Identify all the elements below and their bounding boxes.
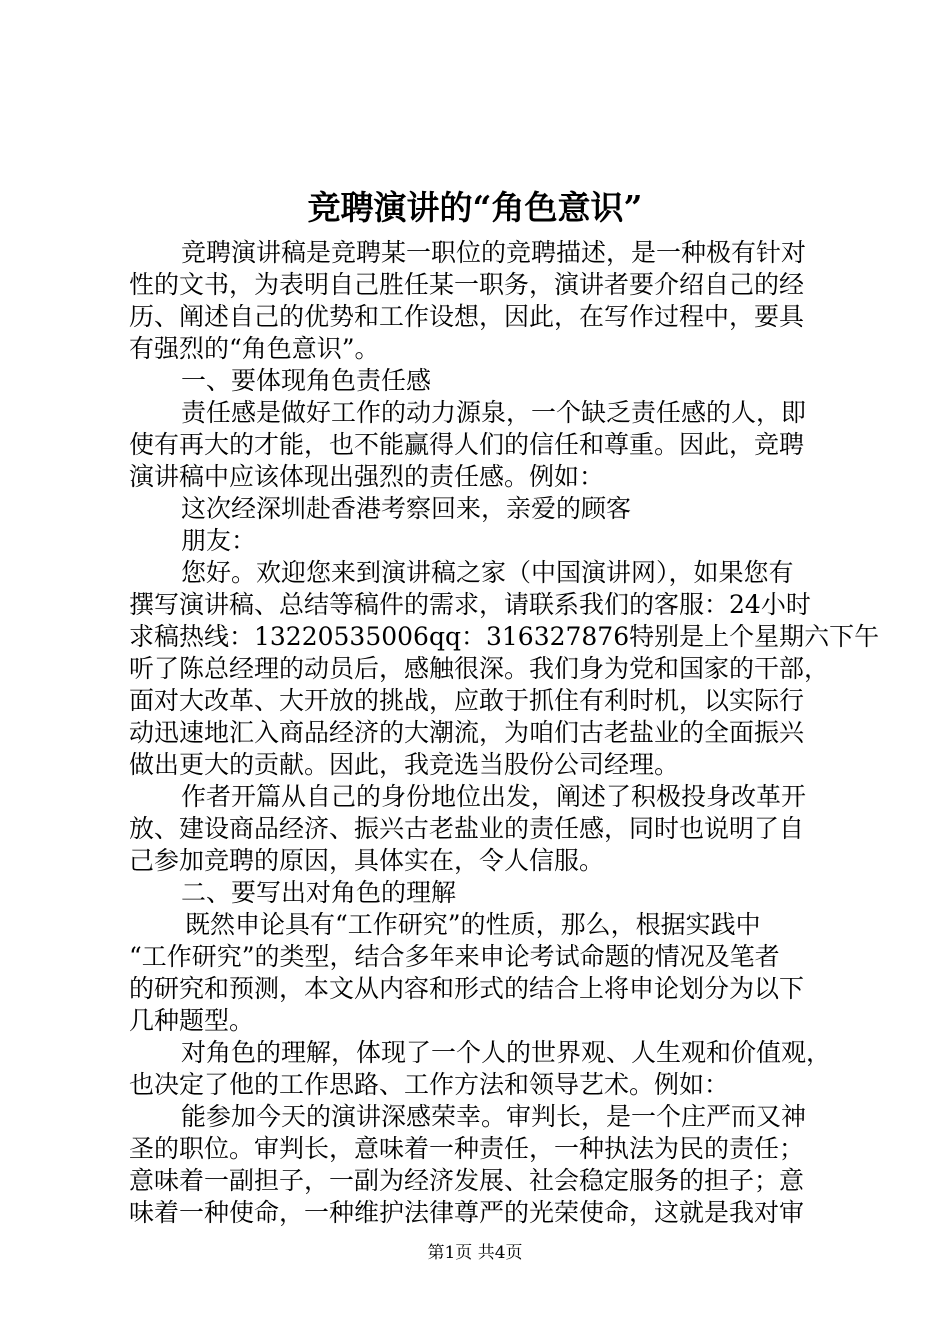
text-line: 求稿热线：13220535006qq：316327876特别是上个星期六下午: [129, 622, 880, 651]
text-line: “工作研究”的类型，结合多年来申论考试命题的情况及笔者: [129, 942, 780, 971]
text-line: 您好。欢迎您来到演讲稿之家（中国演讲网），如果您有: [181, 558, 794, 587]
text-line: 演讲稿中应该体现出强烈的责任感。例如：: [129, 462, 605, 491]
text-line: 撰写演讲稿、总结等稿件的需求，请联系我们的客服：24小时: [129, 590, 811, 619]
text-line: 责任感是做好工作的动力源泉，一个缺乏责任感的人，即: [181, 398, 807, 427]
page-title: 竞聘演讲的“角色意识”: [307, 188, 643, 227]
section-heading: 一、要体现角色责任感: [181, 366, 432, 395]
text-line: 这次经深圳赴香港考察回来，亲爱的顾客: [181, 494, 632, 523]
text-line: 面对大改革、大开放的挑战，应敢于抓住有利时机，以实际行: [129, 686, 805, 715]
text-line: 听了陈总经理的动员后，感触很深。我们身为党和国家的干部，: [129, 654, 830, 683]
text-line: 对角色的理解，体现了一个人的世界观、人生观和价值观，: [181, 1038, 832, 1067]
text-line: 己参加竞聘的原因，具体实在，令人信服。: [129, 846, 605, 875]
text-line: 放、建设商品经济、振兴古老盐业的责任感，同时也说明了自: [129, 814, 805, 843]
text-line: 意味着一副担子，一副为经济发展、社会稳定服务的担子；意: [129, 1166, 805, 1195]
text-line: 动迅速地汇入商品经济的大潮流，为咱们古老盐业的全面振兴: [129, 718, 805, 747]
text-line: 使有再大的才能，也不能赢得人们的信任和尊重。因此，竞聘: [129, 430, 805, 459]
text-line: 作者开篇从自己的身份地位出发，阐述了积极投身改革开: [181, 782, 807, 811]
text-line: 的研究和预测，本文从内容和形式的结合上将申论划分为以下: [129, 974, 805, 1003]
text-line: 做出更大的贡献。因此，我竞选当股份公司经理。: [129, 750, 680, 779]
text-line: 性的文书，为表明自己胜任某一职务，演讲者要介绍自己的经: [129, 270, 805, 299]
text-line: 朋友：: [181, 526, 257, 555]
text-line: 也决定了他的工作思路、工作方法和领导艺术。例如：: [129, 1070, 730, 1099]
text-line: 竞聘演讲稿是竞聘某一职位的竞聘描述，是一种极有针对: [181, 238, 807, 267]
page-footer: 第1页 共4页: [427, 1243, 523, 1263]
text-line: 有强烈的“角色意识”。: [129, 334, 380, 363]
text-line: 圣的职位。审判长，意味着一种责任，一种执法为民的责任；: [129, 1134, 805, 1163]
text-line: 历、阐述自己的优势和工作设想，因此，在写作过程中，要具: [129, 302, 805, 331]
text-line: 几种题型。: [129, 1006, 255, 1035]
text-line: 能参加今天的演讲深感荣幸。审判长，是一个庄严而又神: [181, 1102, 807, 1131]
section-heading: 二、要写出对角色的理解: [181, 878, 457, 907]
text-line: 既然申论具有“工作研究”的性质，那么，根据实践中: [185, 910, 761, 939]
text-line: 味着一种使命，一种维护法律尊严的光荣使命，这就是我对审: [129, 1198, 805, 1227]
